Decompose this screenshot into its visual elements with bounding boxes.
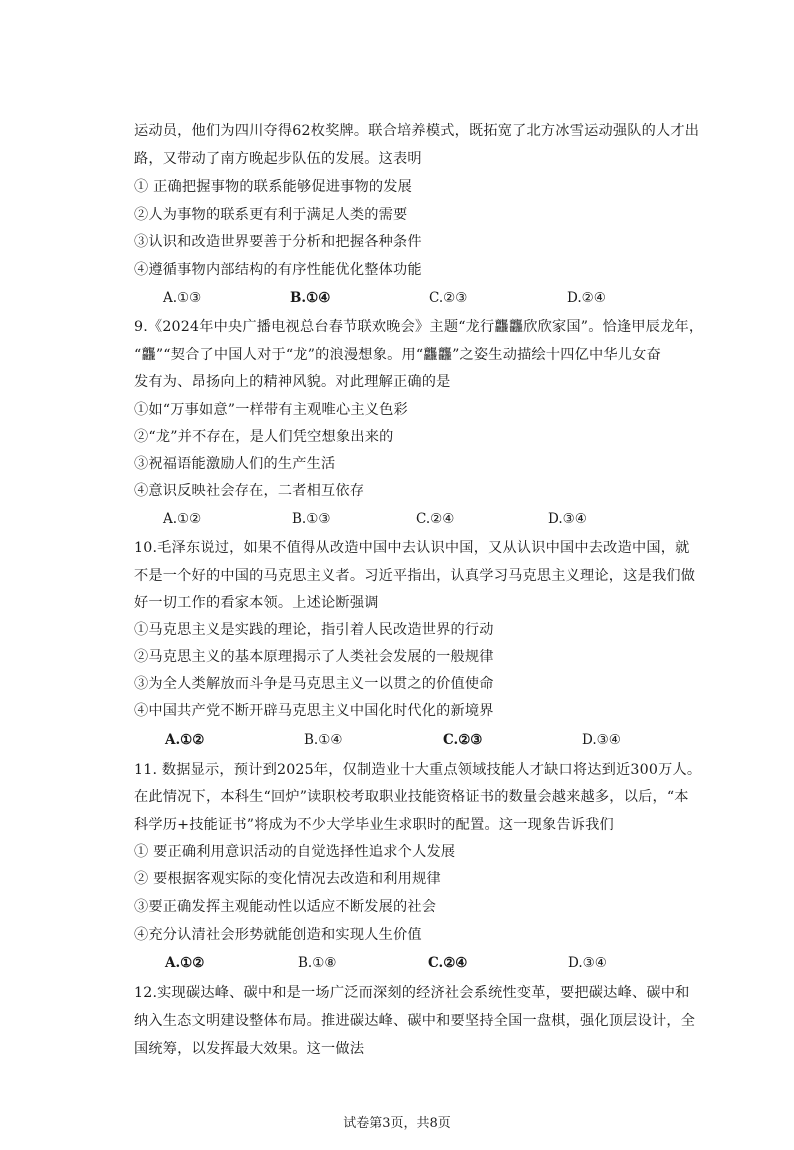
q9-option-d: D.③④ (548, 511, 587, 527)
q9-option-a: A.①② (163, 511, 202, 527)
q11-stem-line: 科学历+技能证书”将成为不少大学毕业生求职时的配置。这一现象告诉我们 (134, 817, 614, 833)
q10-statement-1: ①马克思主义是实践的理论，指引着人民改造世界的行动 (134, 622, 494, 638)
q11-stem-line: 在此情况下，本科生“回炉”读职校考取职业技能资格证书的数量会越来越多，以后，“本 (134, 789, 689, 805)
q8-stem-line: 路，又带动了南方晚起步队伍的发展。这表明 (134, 151, 422, 167)
q8-statement-2: ②人为事物的联系更有利于满足人类的需要 (134, 207, 408, 223)
q8-statement-3: ③认识和改造世界要善于分析和把握各种条件 (134, 234, 422, 250)
q9-statement-3: ③祝福语能激励人们的生产生活 (134, 456, 336, 472)
q9-statement-1: ①如“万事如意”一样带有主观唯心主义色彩 (134, 402, 408, 418)
q10-option-d: D.③④ (582, 732, 621, 748)
q10-statement-4: ④中国共产党不断开辟马克思主义中国化时代化的新境界 (134, 703, 494, 719)
q8-option-d: D.②④ (567, 290, 606, 306)
q9-option-c: C.②④ (416, 511, 455, 527)
q11-option-a: A.①② (165, 955, 205, 971)
q8-option-c: C.②③ (429, 290, 468, 306)
q10-statement-2: ②马克思主义的基本原理揭示了人类社会发展的一般规律 (134, 649, 494, 665)
q10-option-a: A.①② (165, 732, 205, 748)
q8-option-a: A.①③ (163, 290, 202, 306)
q8-statement-4: ④遵循事物内部结构的有序性能优化整体功能 (134, 262, 422, 278)
q9-statement-4: ④意识反映社会存在，二者相互依存 (134, 483, 365, 499)
q9-option-b: B.①③ (292, 511, 331, 527)
q11-option-d: D.③④ (568, 955, 607, 971)
page-footer: 试卷第3页，共8页 (343, 1116, 451, 1131)
q9-statement-2: ②“龙”并不存在，是人们凭空想象出来的 (134, 429, 394, 445)
q8-stem-line: 运动员，他们为四川夺得62枚奖牌。联合培养模式，既拓宽了北方冰雪运动强队的人才出 (134, 123, 700, 139)
q11-option-b: B.①⑧ (298, 955, 337, 971)
q12-stem-line: 12.实现碳达峰、碳中和是一场广泛而深刻的经济社会系统性变革，要把碳达峰、碳中和 (134, 985, 690, 1001)
q10-option-b: B.①④ (304, 732, 343, 748)
q11-statement-1: ① 要正确利用意识活动的自觉选择性追求个人发展 (134, 844, 456, 860)
q9-stem-line: “龘”“契合了中国人对于“龙”的浪漫想象。用“龘龘”之姿生动描绘十四亿中华儿女奋 (134, 347, 661, 363)
q12-stem-line: 纳入生态文明建设整体布局。推进碳达峰、碳中和要坚持全国一盘棋，强化顶层设计，全 (134, 1013, 696, 1029)
q9-stem-line: 发有为、昂扬向上的精神风貌。对此理解正确的是 (134, 374, 451, 390)
q10-stem-line: 不是一个好的中国的马克思主义者。习近平指出，认真学习马克思主义理论，这是我们做 (134, 568, 696, 584)
q11-stem-line: 11. 数据显示，预计到2025年，仅制造业十大重点领域技能人才缺口将达到近300万人。 (134, 762, 702, 778)
q8-statement-1: ① 正确把握事物的联系能够促进事物的发展 (134, 179, 413, 195)
q10-option-c: C.②③ (443, 732, 483, 748)
q11-option-c: C.②④ (428, 955, 468, 971)
q11-statement-3: ③要正确发挥主观能动性以适应不断发展的社会 (134, 899, 437, 915)
q9-stem-line: 9.《2024年中央广播电视总台春节联欢晚会》主题“龙行龘龘欣欣家国”。恰逢甲辰龙年， (134, 319, 704, 335)
q12-stem-line: 国统筹，以发挥最大效果。这一做法 (134, 1041, 365, 1057)
q10-stem-line: 好一切工作的看家本领。上述论断强调 (134, 595, 379, 611)
q10-statement-3: ③为全人类解放而斗争是马克思主义一以贯之的价值使命 (134, 676, 494, 692)
q8-option-b: B.①④ (290, 290, 331, 306)
q11-statement-4: ④充分认清社会形势就能创造和实现人生价值 (134, 927, 422, 943)
q10-stem-line: 10.毛泽东说过，如果不值得从改造中国中去认识中国，又从认识中国中去改造中国，就 (134, 540, 690, 556)
q11-statement-2: ② 要根据客观实际的变化情况去改造和利用规律 (134, 871, 441, 887)
